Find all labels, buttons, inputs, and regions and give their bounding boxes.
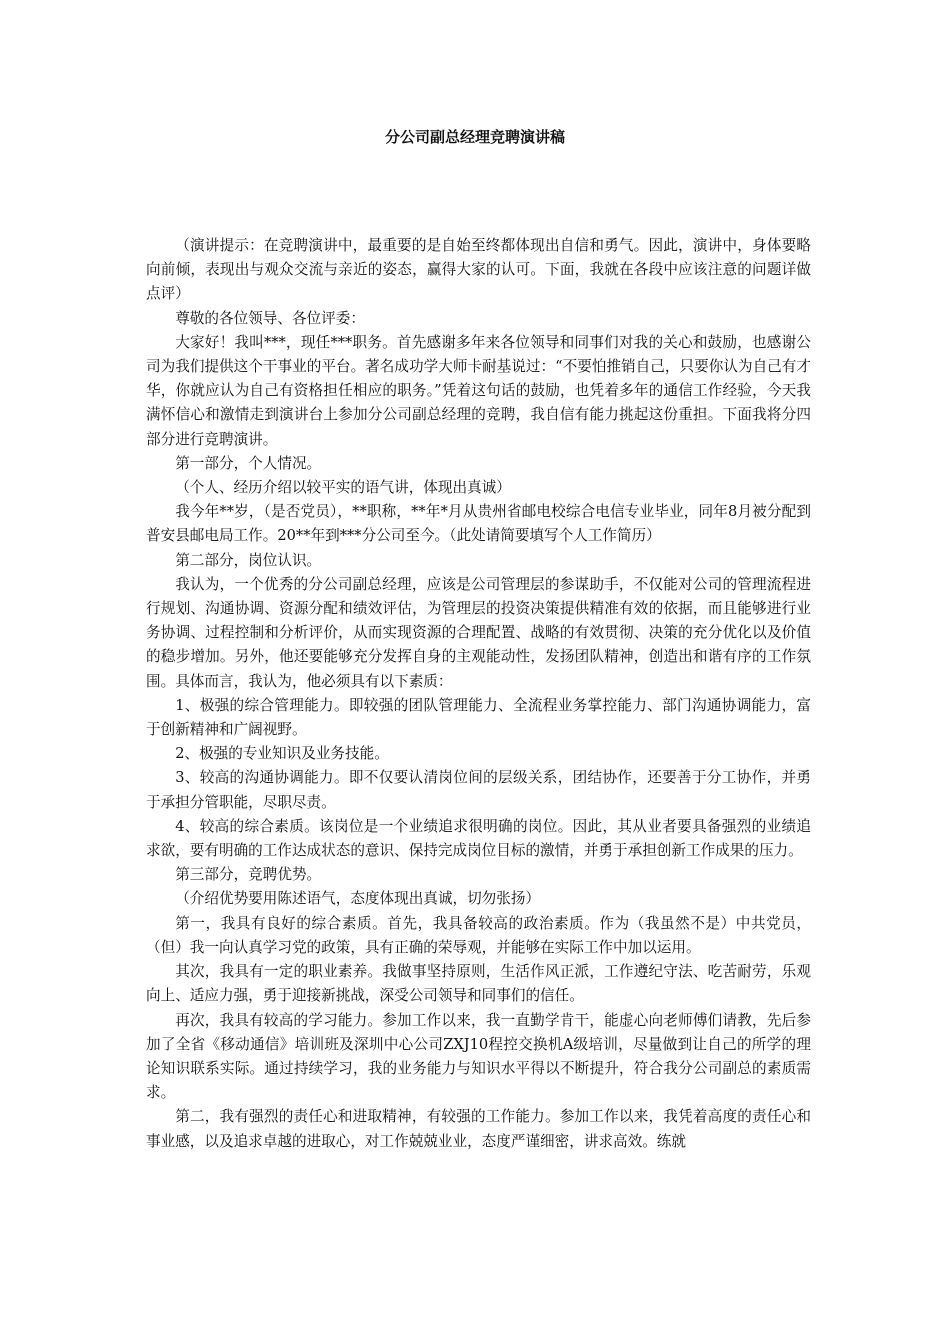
paragraph: 再次，我具有较高的学习能力。参加工作以来，我一直勤学肯干，能虚心向老师傅们请教，先后参加了全省《移动通信》培训班及深圳中心公司ZXJ10程控交换机A级培训，尽量做到让自己的所学的理论知识联系实际。通过持续学习，我的业务能力与知识水平得以不断提升，符合我分公司副总的素质需求。	[146, 1011, 811, 1102]
paragraph: 我今年**岁，（是否党员），**职称，**年*月从贵州省邮电校综合电信专业毕业，同年8月被分配到普安县邮电局工作。20**年到***分公司至今。（此处请简要填写个人工作简历）	[146, 503, 811, 545]
paragraph: 第二部分，岗位认识。	[175, 551, 322, 569]
paragraph: 第一部分，个人情况。	[175, 454, 322, 472]
paragraph: 其次，我具有一定的职业素养。我做事坚持原则，生活作风正派，工作遵纪守法、吃苦耐劳，乐观向上、适应力强，勇于迎接新挑战，深受公司领导和同事们的信任。	[146, 963, 811, 1005]
paragraph: （个人、经历介绍以较平实的语气讲，体现出真诚）	[175, 479, 511, 497]
paragraph: 第二，我有强烈的责任心和进取精神，有较强的工作能力。参加工作以来，我凭着高度的责任心和事业感，以及追求卓越的进取心，对工作兢兢业业，态度严谨细密，讲求高效。练就	[146, 1108, 811, 1150]
paragraph: 我认为，一个优秀的分公司副总经理，应该是公司管理层的参谋助手，不仅能对公司的管理流程进行规划、沟通协调、资源分配和绩效评估，为管理层的投资决策提供精准有效的依据，而且能够进行业务协调、过程控制和分析评价，从而实现资源的合理配置、战略的有效贯彻、决策的充分优化以及价值的稳步增加。另外，他还要能够充分发挥自身的主观能动性，发扬团队精神，创造出和谐有序的工作氛围。具体而言，我认为，他必须具有以下素质：	[146, 575, 811, 690]
paragraph: 大家好！我叫***，现任***职务。首先感谢多年来各位领导和同事们对我的关心和鼓励，也感谢公司为我们提供这个干事业的平台。著名成功学大师卡耐基说过：“不要怕推销自己，只要你认为自己有才华，你就应认为自己有资格担任相应的职务。”凭着这句话的鼓励，也凭着多年的通信工作经验，今天我满怀信心和激情走到演讲台上参加分公司副总经理的竞聘，我自信有能力挑起这份重担。下面我将分四部分进行竞聘演讲。	[146, 333, 811, 448]
paragraph: 第三部分，竞聘优势。	[175, 866, 322, 884]
document-body	[146, 234, 811, 1154]
paragraph: 3、较高的沟通协调能力。即不仅要认清岗位间的层级关系，团结协作，还要善于分工协作，并勇于承担分管职能，尽职尽责。	[146, 769, 811, 811]
paragraph: 第一，我具有良好的综合素质。首先，我具备较高的政治素质。作为（我虽然不是）中共党员，（但）我一向认真学习党的政策，具有正确的荣辱观，并能够在实际工作中加以运用。	[146, 914, 811, 956]
paragraph: 2、极强的专业知识及业务技能。	[175, 745, 389, 763]
paragraph: （介绍优势要用陈述语气，态度体现出真诚，切勿张扬）	[175, 890, 541, 908]
paragraph: 4、较高的综合素质。该岗位是一个业绩追求很明确的岗位。因此，其从业者要具备强烈的业绩追求欲，要有明确的工作达成状态的意识、保持完成岗位目标的激情，并勇于承担创新工作成果的压力。	[146, 817, 811, 860]
paragraph: 尊敬的各位领导、各位评委：	[175, 309, 365, 327]
document-title: 分公司副总经理竞聘演讲稿	[384, 128, 565, 146]
paragraph: （演讲提示：在竞聘演讲中，最重要的是自始至终都体现出自信和勇气。因此，演讲中，身体要略向前倾，表现出与观众交流与亲近的姿态，赢得大家的认可。下面，我就在各段中应该注意的问题详做点评）	[146, 237, 811, 303]
paragraph: 1、极强的综合管理能力。即较强的团队管理能力、全流程业务掌控能力、部门沟通协调能力，富于创新精神和广阔视野。	[146, 696, 811, 739]
